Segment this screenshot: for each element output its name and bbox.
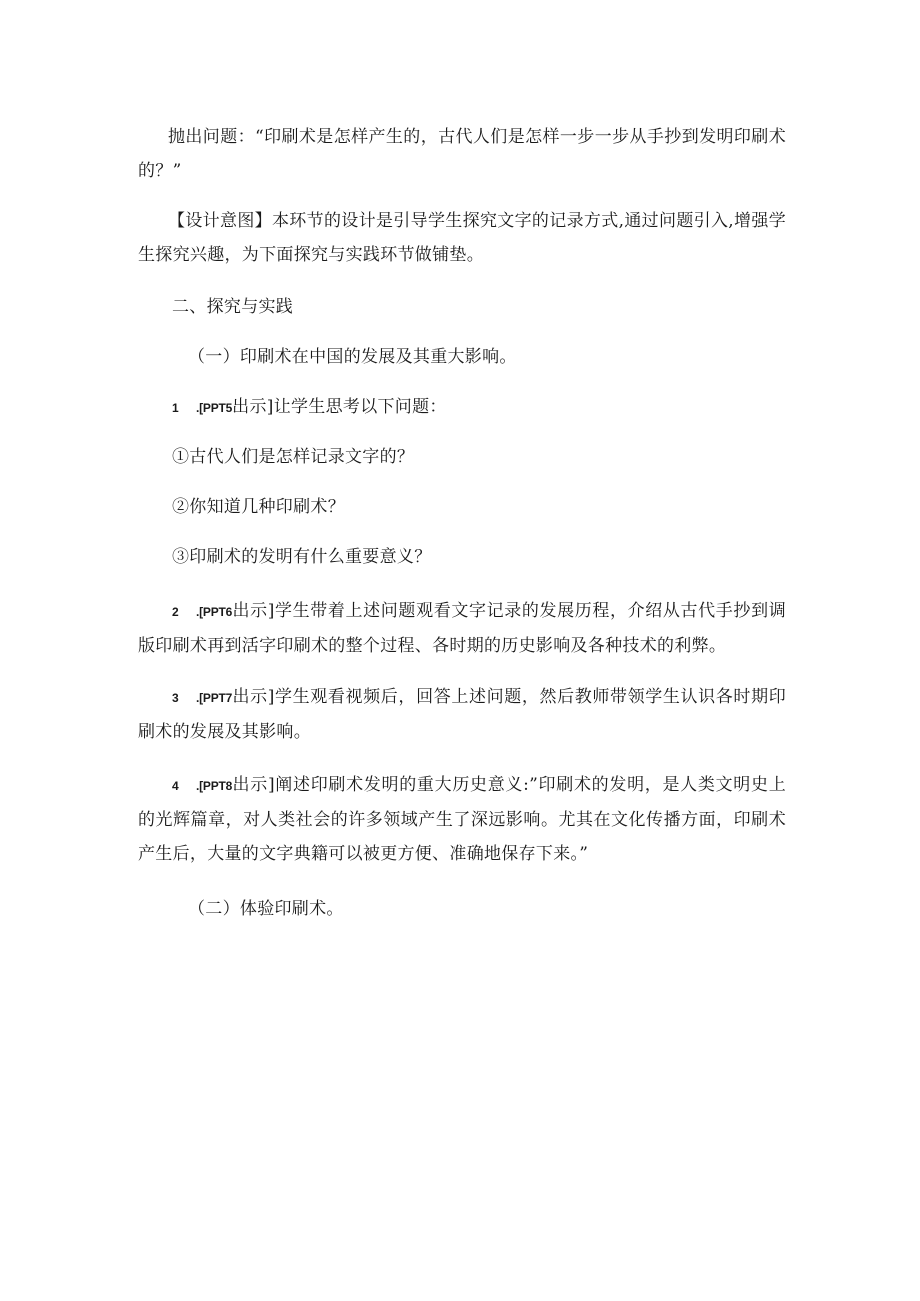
ppt-label: .[PPT5 <box>196 401 233 415</box>
ppt-label: .[PPT6 <box>196 605 233 619</box>
item-text: 出示]学生观看视频后，回答上述问题，然后教师带领学生认识各时期印刷术的发展及其影响。 <box>138 687 786 742</box>
question-paragraph: 抛出问题：“印刷术是怎样产生的，古代人们是怎样一步一步从手抄到发明印刷术的？” <box>138 127 786 181</box>
subsection-heading: （一）印刷术在中国的发展及其重大影响。 <box>188 347 517 367</box>
question-item: ②你知道几种印刷术？ <box>172 497 345 517</box>
item-number: 2 <box>172 605 179 619</box>
item-text: 出示]让学生思考以下问题： <box>232 397 447 417</box>
list-item <box>172 390 772 425</box>
ppt-label: .[PPT7 <box>196 691 233 705</box>
list-item <box>138 680 786 749</box>
item-number: 3 <box>172 691 179 705</box>
question-item: ①古代人们是怎样记录文字的？ <box>172 447 415 467</box>
item-number: 4 <box>172 779 179 793</box>
question-item: ③印刷术的发明有什么重要意义？ <box>172 547 432 567</box>
design-intent-paragraph: 【设计意图】本环节的设计是引导学生探究文字的记录方式,通过问题引入,增强学生探究兴趣，为下面探究与实践环节做铺垫。 <box>138 211 786 265</box>
section-heading: 二、探究与实践 <box>172 297 294 317</box>
subsection-heading: （二）体验印刷术。 <box>188 899 344 919</box>
list-item <box>138 768 786 871</box>
item-number: 1 <box>172 401 179 415</box>
ppt-label: .[PPT8 <box>196 779 233 793</box>
item-text: 出示]阐述印刷术发明的重大历史意义:”印刷术的发明，是人类文明史上的光辉篇章，对人类社会的许多领域产生了深远影响。尤其在文化传播方面，印刷术产生后，大量的文字典籍可以被更方便、准确地保存下来。” <box>138 775 786 864</box>
item-text: 出示]学生带着上述问题观看文字记录的发展历程，介绍从古代手抄到调版印刷术再到活字印刷术的整个过程、各时期的历史影响及各种技术的利弊。 <box>138 601 786 656</box>
list-item <box>138 594 786 663</box>
